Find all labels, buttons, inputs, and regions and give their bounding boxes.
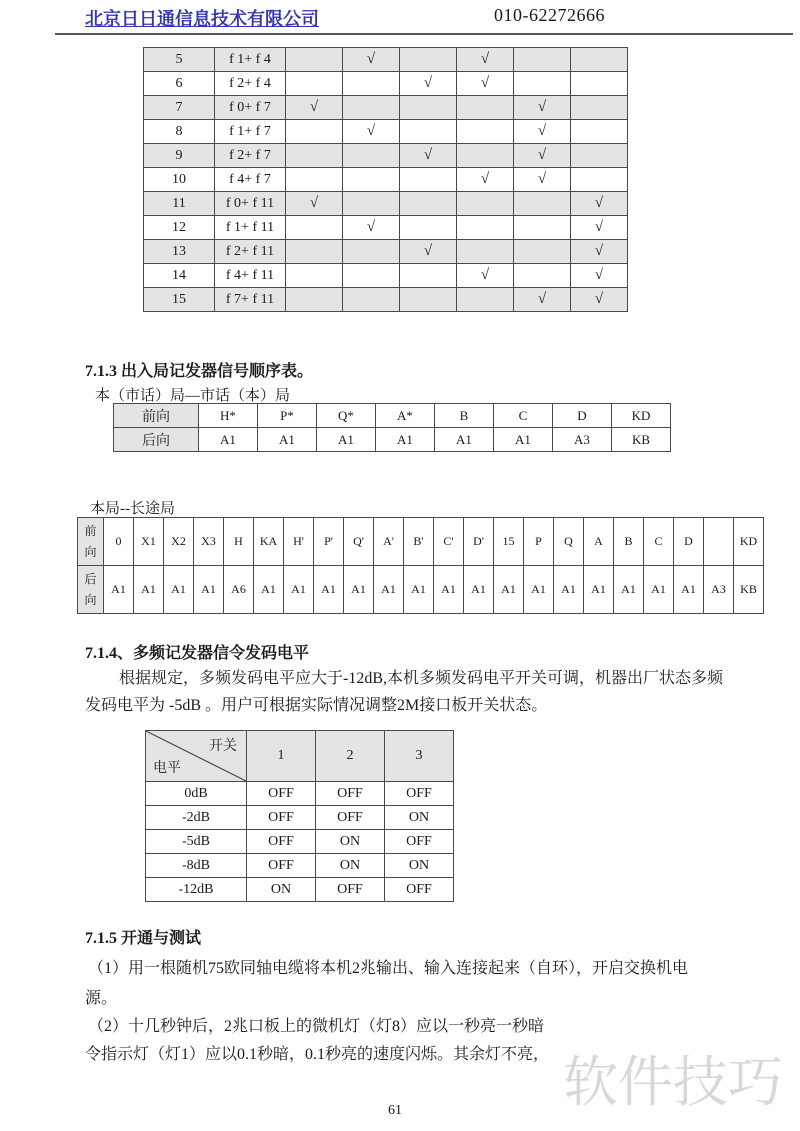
signal-cell: [704, 518, 734, 566]
row-number-cell: 9: [144, 144, 215, 168]
signal-cell: A1: [644, 566, 674, 614]
level-cell: -5dB: [146, 830, 247, 854]
table-row: [146, 731, 454, 782]
signal-cell: H: [224, 518, 254, 566]
signal-cell: A: [584, 518, 614, 566]
empty-cell: [457, 216, 514, 240]
table-row: [144, 264, 628, 288]
table-row: [144, 72, 628, 96]
check-mark-cell: √: [571, 288, 628, 312]
page-number: 61: [388, 1103, 402, 1118]
signal-cell: B': [404, 518, 434, 566]
signal-cell: A': [374, 518, 404, 566]
empty-cell: [457, 192, 514, 216]
signal-cell: A1: [435, 428, 494, 452]
check-mark-cell: √: [343, 120, 400, 144]
table-row: [144, 48, 628, 72]
signal-cell: A1: [494, 428, 553, 452]
table-row: [78, 518, 764, 566]
level-cell: -2dB: [146, 806, 247, 830]
frequency-check-table: [143, 47, 628, 312]
signal-cell: X3: [194, 518, 224, 566]
empty-cell: [400, 288, 457, 312]
row-number-cell: 14: [144, 264, 215, 288]
table-row: [144, 120, 628, 144]
check-mark-cell: √: [514, 288, 571, 312]
signal-cell: A1: [344, 566, 374, 614]
signal-cell: A1: [164, 566, 194, 614]
empty-cell: [400, 120, 457, 144]
signal-cell: 0: [104, 518, 134, 566]
signal-cell: A*: [376, 404, 435, 428]
local-exchange-table-title: 本（市话）局—市话（本）局: [95, 388, 291, 404]
switch-state-cell: ON: [316, 854, 385, 878]
check-mark-cell: √: [514, 144, 571, 168]
empty-cell: [400, 168, 457, 192]
empty-cell: [286, 120, 343, 144]
check-mark-cell: √: [286, 96, 343, 120]
signal-cell: D': [464, 518, 494, 566]
empty-cell: [514, 72, 571, 96]
signal-cell: X2: [164, 518, 194, 566]
direction-label-cell: 前向: [114, 404, 199, 428]
row-number-cell: 10: [144, 168, 215, 192]
empty-cell: [514, 216, 571, 240]
signal-cell: A1: [199, 428, 258, 452]
signal-cell: P: [524, 518, 554, 566]
switch-state-cell: OFF: [247, 782, 316, 806]
signal-cell: KB: [734, 566, 764, 614]
direction-label-cell: 后向: [114, 428, 199, 452]
row-number-cell: 15: [144, 288, 215, 312]
level-cell: -12dB: [146, 878, 247, 902]
empty-cell: [343, 168, 400, 192]
empty-cell: [343, 72, 400, 96]
row-number-cell: 13: [144, 240, 215, 264]
empty-cell: [286, 216, 343, 240]
signal-cell: A1: [314, 566, 344, 614]
signal-cell: KD: [734, 518, 764, 566]
long-distance-table-title: 本局--长途局: [90, 501, 175, 517]
empty-cell: [400, 48, 457, 72]
table-row: [146, 782, 454, 806]
switch-state-cell: ON: [385, 806, 454, 830]
empty-cell: [457, 120, 514, 144]
empty-cell: [514, 264, 571, 288]
signal-cell: C: [644, 518, 674, 566]
check-mark-cell: √: [400, 240, 457, 264]
empty-cell: [457, 288, 514, 312]
corner-label-switch: 开关: [209, 739, 237, 754]
header-divider: [55, 33, 793, 35]
empty-cell: [286, 168, 343, 192]
frequency-cell: f 1+ f 11: [215, 216, 286, 240]
signal-cell: Q': [344, 518, 374, 566]
table-row: [78, 566, 764, 614]
corner-label-level: 电平: [153, 761, 181, 776]
empty-cell: [457, 96, 514, 120]
signal-cell: A1: [194, 566, 224, 614]
empty-cell: [571, 168, 628, 192]
frequency-cell: f 2+ f 4: [215, 72, 286, 96]
signal-cell: D: [553, 404, 612, 428]
signal-cell: Q: [554, 518, 584, 566]
switch-state-cell: ON: [316, 830, 385, 854]
frequency-cell: f 4+ f 7: [215, 168, 286, 192]
empty-cell: [286, 264, 343, 288]
signal-cell: A1: [254, 566, 284, 614]
section-715-heading: 7.1.5 开通与测试: [85, 930, 202, 947]
table-row: [144, 240, 628, 264]
signal-cell: A3: [704, 566, 734, 614]
table-row: [146, 878, 454, 902]
signal-cell: B: [435, 404, 494, 428]
watermark-text: 软件技巧: [563, 1051, 784, 1113]
row-number-cell: 6: [144, 72, 215, 96]
check-mark-cell: √: [514, 96, 571, 120]
table-row: [144, 168, 628, 192]
table-row: [146, 830, 454, 854]
direction-label-cell: 后向: [78, 566, 104, 614]
switch-state-cell: OFF: [247, 830, 316, 854]
para-1-line-1: （1）用一根随机75欧同轴电缆将本机2兆输出、输入连接起来（自环），开启交换机电: [88, 960, 689, 977]
section-714-body-line1: 根据规定，多频发码电平应大于-12dB,本机多频发码电平开关可调，机器出厂状态多频: [119, 670, 724, 687]
check-mark-cell: √: [457, 48, 514, 72]
signal-cell: A1: [376, 428, 435, 452]
company-link[interactable]: 北京日日通信息技术有限公司: [85, 9, 319, 29]
table-row: [144, 144, 628, 168]
phone-number: 010-62272666: [494, 5, 605, 25]
empty-cell: [343, 240, 400, 264]
empty-cell: [571, 72, 628, 96]
check-mark-cell: √: [457, 168, 514, 192]
switch-state-cell: OFF: [247, 854, 316, 878]
switch-state-cell: OFF: [316, 878, 385, 902]
frequency-cell: f 2+ f 7: [215, 144, 286, 168]
check-mark-cell: √: [571, 192, 628, 216]
para-2-line-2: 令指示灯（灯1）应以0.1秒暗，0.1秒亮的速度闪烁。其余灯不亮，: [85, 1046, 550, 1063]
frequency-cell: f 1+ f 4: [215, 48, 286, 72]
signal-cell: KA: [254, 518, 284, 566]
empty-cell: [286, 48, 343, 72]
frequency-cell: f 0+ f 7: [215, 96, 286, 120]
signal-cell: C': [434, 518, 464, 566]
signal-cell: 15: [494, 518, 524, 566]
row-number-cell: 8: [144, 120, 215, 144]
empty-cell: [571, 96, 628, 120]
signal-cell: A1: [584, 566, 614, 614]
table-row: [144, 288, 628, 312]
empty-cell: [286, 72, 343, 96]
empty-cell: [343, 288, 400, 312]
empty-cell: [286, 288, 343, 312]
check-mark-cell: √: [400, 144, 457, 168]
check-mark-cell: √: [343, 48, 400, 72]
row-number-cell: 12: [144, 216, 215, 240]
corner-header-cell: [146, 731, 247, 782]
signal-cell: A1: [494, 566, 524, 614]
signal-cell: A1: [554, 566, 584, 614]
signal-cell: KB: [612, 428, 671, 452]
switch-state-cell: ON: [385, 854, 454, 878]
signal-cell: P*: [258, 404, 317, 428]
empty-cell: [286, 240, 343, 264]
table-row: [146, 854, 454, 878]
empty-cell: [343, 192, 400, 216]
signal-cell: KD: [612, 404, 671, 428]
level-cell: -8dB: [146, 854, 247, 878]
empty-cell: [457, 240, 514, 264]
check-mark-cell: √: [514, 120, 571, 144]
signal-cell: A1: [258, 428, 317, 452]
para-2-line-1: （2）十几秒钟后，2兆口板上的微机灯（灯8）应以一秒亮一秒暗: [88, 1018, 545, 1035]
table-row: [114, 428, 671, 452]
table-row: [144, 216, 628, 240]
frequency-cell: f 7+ f 11: [215, 288, 286, 312]
section-714-body-line2: 发码电平为 -5dB 。用户可根据实际情况调整2M接口板开关状态。: [85, 697, 548, 714]
row-number-cell: 11: [144, 192, 215, 216]
row-number-cell: 7: [144, 96, 215, 120]
signal-cell: C: [494, 404, 553, 428]
check-mark-cell: √: [457, 264, 514, 288]
local-exchange-signal-table: [113, 403, 671, 452]
para-1-line-2: 源。: [85, 990, 118, 1007]
empty-cell: [571, 144, 628, 168]
switch-state-cell: OFF: [385, 782, 454, 806]
frequency-cell: f 2+ f 11: [215, 240, 286, 264]
table-row: [144, 96, 628, 120]
signal-cell: A1: [104, 566, 134, 614]
empty-cell: [400, 192, 457, 216]
signal-cell: A1: [464, 566, 494, 614]
empty-cell: [571, 120, 628, 144]
signal-cell: A1: [614, 566, 644, 614]
table-row: [146, 806, 454, 830]
row-number-cell: 5: [144, 48, 215, 72]
table-row: [114, 404, 671, 428]
direction-label-cell: 前向: [78, 518, 104, 566]
check-mark-cell: √: [571, 264, 628, 288]
empty-cell: [514, 48, 571, 72]
switch-state-cell: OFF: [316, 782, 385, 806]
empty-cell: [400, 96, 457, 120]
signal-cell: A1: [674, 566, 704, 614]
signal-cell: A1: [317, 428, 376, 452]
empty-cell: [400, 216, 457, 240]
signal-cell: A1: [524, 566, 554, 614]
frequency-cell: f 1+ f 7: [215, 120, 286, 144]
check-mark-cell: √: [457, 72, 514, 96]
switch-state-cell: OFF: [247, 806, 316, 830]
signal-cell: X1: [134, 518, 164, 566]
switch-state-cell: ON: [247, 878, 316, 902]
level-cell: 0dB: [146, 782, 247, 806]
empty-cell: [400, 264, 457, 288]
signal-cell: D: [674, 518, 704, 566]
empty-cell: [343, 264, 400, 288]
section-713-heading: 7.1.3 出入局记发器信号顺序表。: [85, 363, 314, 380]
frequency-cell: f 4+ f 11: [215, 264, 286, 288]
signal-cell: A1: [434, 566, 464, 614]
signal-cell: A6: [224, 566, 254, 614]
check-mark-cell: √: [400, 72, 457, 96]
empty-cell: [514, 240, 571, 264]
check-mark-cell: √: [571, 240, 628, 264]
empty-cell: [514, 192, 571, 216]
signal-cell: B: [614, 518, 644, 566]
check-mark-cell: √: [286, 192, 343, 216]
signal-cell: A1: [404, 566, 434, 614]
check-mark-cell: √: [571, 216, 628, 240]
table-row: [144, 192, 628, 216]
signal-cell: A1: [284, 566, 314, 614]
signal-cell: A3: [553, 428, 612, 452]
switch-column-header: 2: [316, 731, 385, 782]
switch-state-cell: OFF: [385, 878, 454, 902]
empty-cell: [457, 144, 514, 168]
check-mark-cell: √: [343, 216, 400, 240]
signal-cell: A1: [374, 566, 404, 614]
switch-state-cell: OFF: [316, 806, 385, 830]
empty-cell: [571, 48, 628, 72]
switch-column-header: 3: [385, 731, 454, 782]
switch-column-header: 1: [247, 731, 316, 782]
section-714-heading: 7.1.4、多频记发器信令发码电平: [85, 645, 310, 662]
signal-cell: H': [284, 518, 314, 566]
signal-cell: A1: [134, 566, 164, 614]
long-distance-signal-table: [77, 517, 764, 614]
switch-state-cell: OFF: [385, 830, 454, 854]
frequency-cell: f 0+ f 11: [215, 192, 286, 216]
signal-cell: H*: [199, 404, 258, 428]
empty-cell: [286, 144, 343, 168]
signal-cell: P': [314, 518, 344, 566]
empty-cell: [343, 144, 400, 168]
signal-cell: Q*: [317, 404, 376, 428]
empty-cell: [343, 96, 400, 120]
level-switch-table: [145, 730, 454, 902]
check-mark-cell: √: [514, 168, 571, 192]
